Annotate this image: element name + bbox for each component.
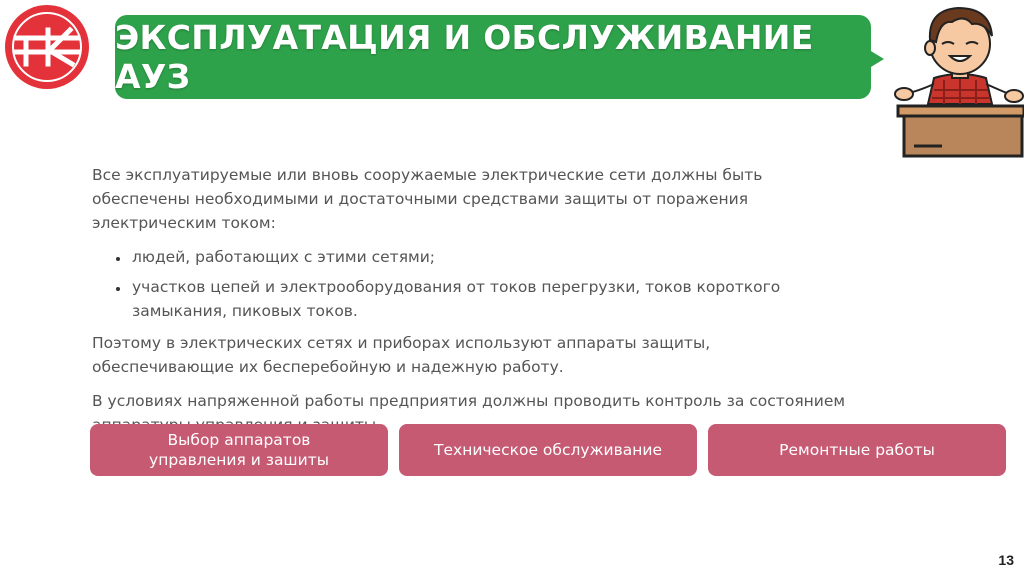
title-banner — [115, 15, 871, 99]
page-number: 13 — [998, 552, 1014, 568]
maintenance-button[interactable] — [399, 424, 697, 476]
intro-paragraph: Все эксплуатируемые или вновь сооружаемые электрические сети должны быть обеспечены необходимыми и достаточными средствами защиты от поражения электрическим током: — [92, 166, 763, 232]
page-title: ЭКСПЛУАТАЦИЯ И ОБСЛУЖИВАНИЕ АУЗ — [115, 18, 814, 96]
company-logo-icon — [2, 2, 92, 92]
button-label: Техническое обслуживание — [434, 441, 662, 459]
button-label: Ремонтные работы — [779, 441, 935, 459]
protection-list — [92, 245, 852, 323]
button-label: Выбор аппаратов управления и зашиты — [149, 431, 329, 469]
repair-works-button[interactable] — [708, 424, 1006, 476]
speech-bubble-tail — [866, 48, 884, 70]
selection-of-devices-button[interactable] — [90, 424, 388, 476]
paragraph-protection-devices: Поэтому в электрических сетях и приборах используют аппараты защиты, обеспечивающие их бесперебойную и надежную работу. — [92, 334, 711, 376]
cartoon-teacher-icon — [894, 0, 1024, 160]
topic-buttons — [90, 424, 1008, 478]
paragraph-control: В условиях напряженной работы предприятия должны проводить контроль за состоянием — [92, 392, 846, 410]
list-item: • людей, работающих с этими сетями; — [130, 245, 852, 269]
list-item: • участков цепей и электрооборудования от токов перегрузки, токов короткого замыкания, пиковых токов. — [130, 275, 852, 323]
main-content — [92, 163, 852, 447]
